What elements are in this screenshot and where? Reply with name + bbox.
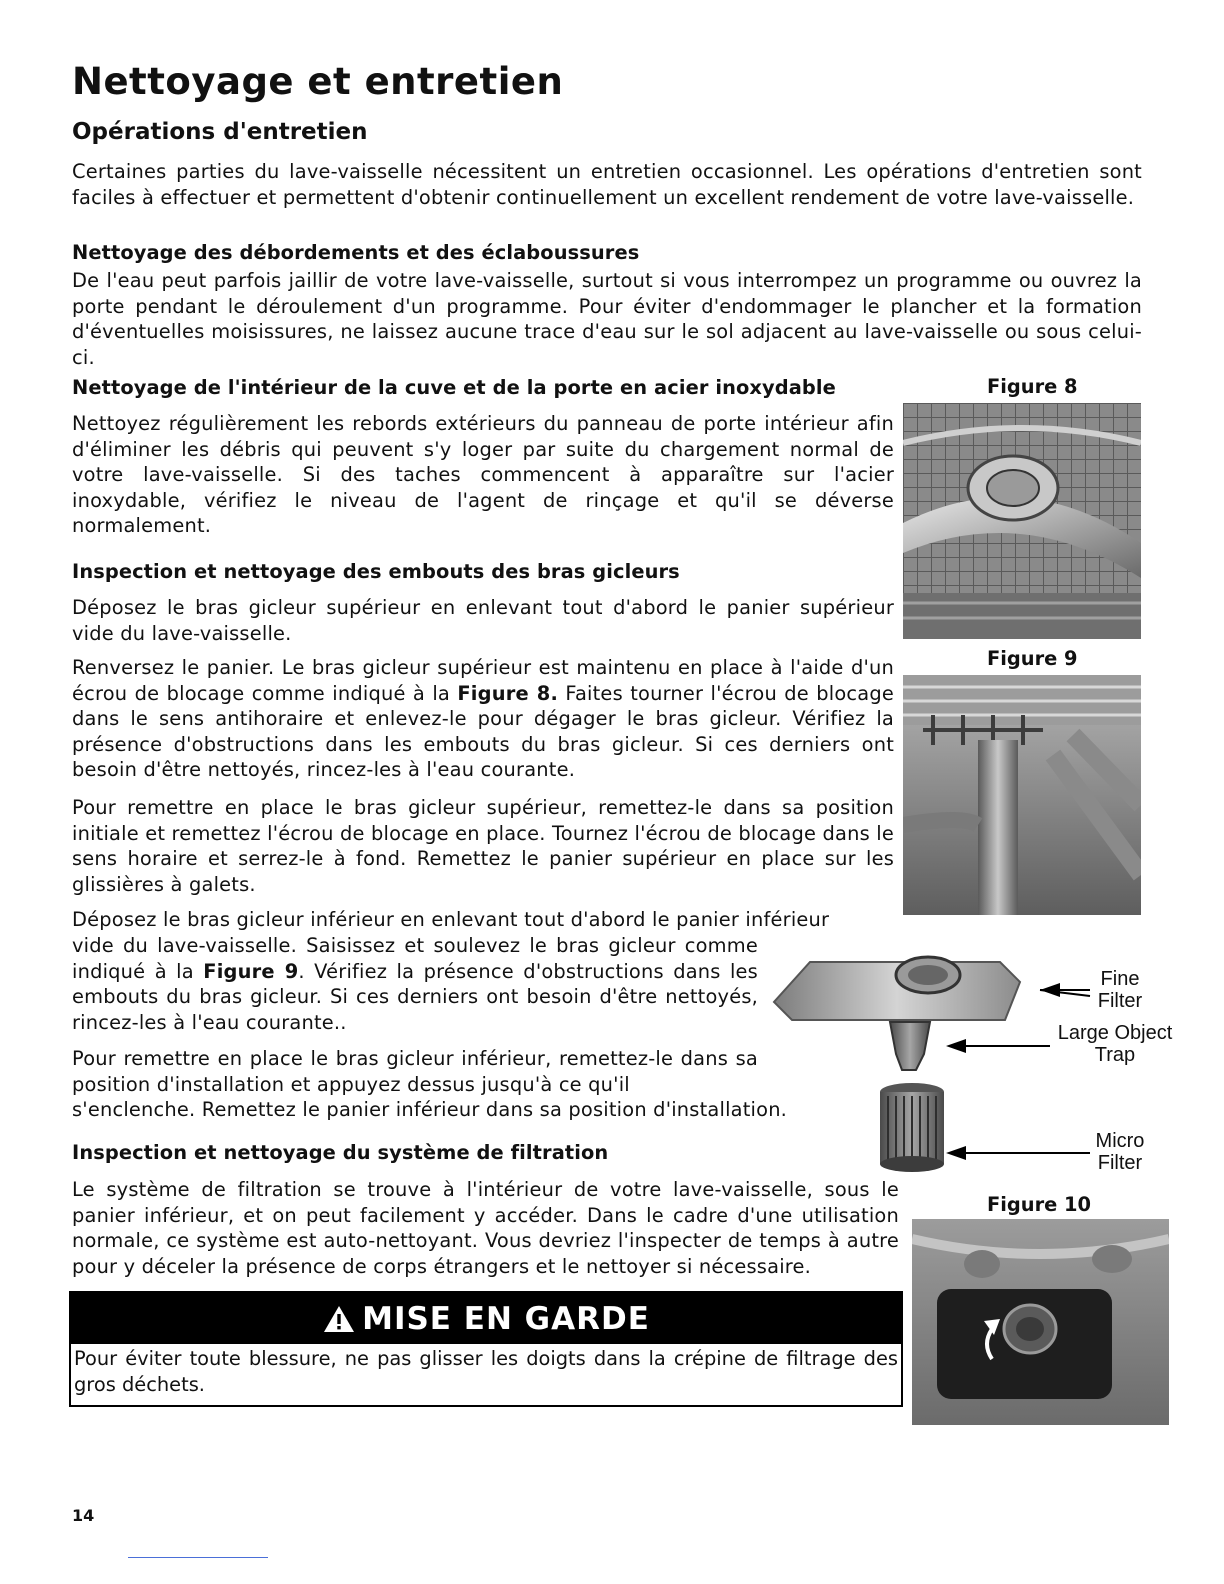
figure-9-reference: Figure 9 [203,959,299,983]
warning-box [69,1291,903,1407]
page-title: Nettoyage et entretien [72,60,564,103]
interior-heading: Nettoyage de l'intérieur de la cuve et de la porte en acier inoxydable [72,376,836,399]
large-object-trap-callout: Large Object Trap [1057,1022,1173,1066]
figure-8-photo [903,403,1141,639]
figure-10-label: Figure 10 [987,1193,1092,1216]
warning-title: MISE EN GARDE [362,1300,650,1337]
interior-paragraph: Nettoyez régulièrement les rebords extérieurs du panneau de porte intérieur afin d'éliminer les débris qui peuvent s'y loger par suite du chargement normal de votre lave-vaisselle. Si des taches commencent à apparaître sur l'acier inoxydable, vérifiez le niveau de l'agent de rinçage et qu'il se déverse normalement. [72,412,894,538]
filtration-heading: Inspection et nettoyage du système de filtration [72,1141,609,1164]
spray-arms-paragraph-5: Pour remettre en place le bras gicleur inférieur, remettez-le dans sa position d'installation et appuyez dessus jusqu'à ce qu'il [72,1047,758,1096]
figure-9-photo [903,675,1141,915]
spray-arms-paragraph-4: vide du lave-vaisselle. Saisissez et soulevez le bras gicleur comme indiqué à la Figure 9. Vérifiez la présence d'obstructions dans les embouts du bras gicleur. Si ces derniers ont besoin d'être nettoyés, rincez-les à l'eau courante.. [72,934,758,1034]
fine-filter-callout: Fine Filter [1097,968,1143,1012]
spills-heading: Nettoyage des débordements et des éclaboussures [72,241,640,264]
section-subtitle: Opérations d'entretien [72,119,368,145]
filtration-paragraph: Le système de filtration se trouve à l'intérieur de votre lave-vaisselle, sous le panier inférieur, et on peut facilement y accéder. Dans le cadre d'une utilisation normale, ce système est auto-nettoyant. Vous devriez l'inspecter de temps à autre pour y déceler la présence de corps étrangers et le nettoyer si nécessaire. [72,1178,899,1278]
intro-paragraph: Certaines parties du lave-vaisselle nécessitent un entretien occasionnel. Les opérations d'entretien sont faciles à effectuer et permettent d'obtenir continuellement un excellent rendement de votre lave-vaisselle. [72,160,1142,209]
micro-filter-callout: Micro Filter [1095,1130,1145,1174]
spray-arms-paragraph-1: Déposez le bras gicleur supérieur en enlevant tout d'abord le panier supérieur vide du lave-vaisselle. [72,596,894,645]
spray-arms-paragraph-2: Renversez le panier. Le bras gicleur supérieur est maintenu en place à l'aide d'un écrou de blocage comme indiqué à la Figure 8. Faites tourner l'écrou de blocage dans le sens antihoraire et enlevez-le pour dégager le bras gicleur. Vérifiez la présence d'obstructions dans les embouts du bras gicleur. Si ces derniers ont besoin d'être nettoyés, rincez-les à l'eau courante. [72,656,895,782]
spray-arms-heading: Inspection et nettoyage des embouts des bras gicleurs [72,560,680,583]
figure-8-label: Figure 8 [987,375,1078,398]
spray-arms-paragraph-3: Pour remettre en place le bras gicleur supérieur, remettez-le dans sa position initiale et remettez l'écrou de blocage en place. Tournez l'écrou de blocage dans le sens horaire et serrez-le à fond. Remettez le panier supérieur en place sur les glissières à galets. [72,796,894,896]
bottom-rule [128,1557,268,1558]
warning-text: Pour éviter toute blessure, ne pas glisser les doigts dans la crépine de filtrage des gros déchets. [74,1347,898,1396]
figure-8-reference: Figure 8. [457,681,559,705]
warning-banner [71,1293,901,1344]
figure-10-photo [912,1219,1169,1425]
spills-paragraph: De l'eau peut parfois jaillir de votre lave-vaisselle, surtout si vous interrompez un programme ou ouvrez la porte pendant le déroulement d'un programme. Pour éviter d'endommager le plancher et la formation d'éventuelles moisissures, ne laissez aucune trace d'eau sur le sol adjacent au lave-vaisselle ou sous celui-ci. [72,269,1142,369]
spray-arms-paragraph-5-last-line: s'enclenche. Remettez le panier inférieur dans sa position d'installation. [72,1098,788,1121]
page-number: 14 [72,1506,95,1525]
figure-9-label: Figure 9 [987,647,1078,670]
warning-triangle-icon [322,1304,356,1334]
spray-arms-paragraph-4-line-1: Déposez le bras gicleur inférieur en enlevant tout d'abord le panier inférieur [72,908,830,931]
